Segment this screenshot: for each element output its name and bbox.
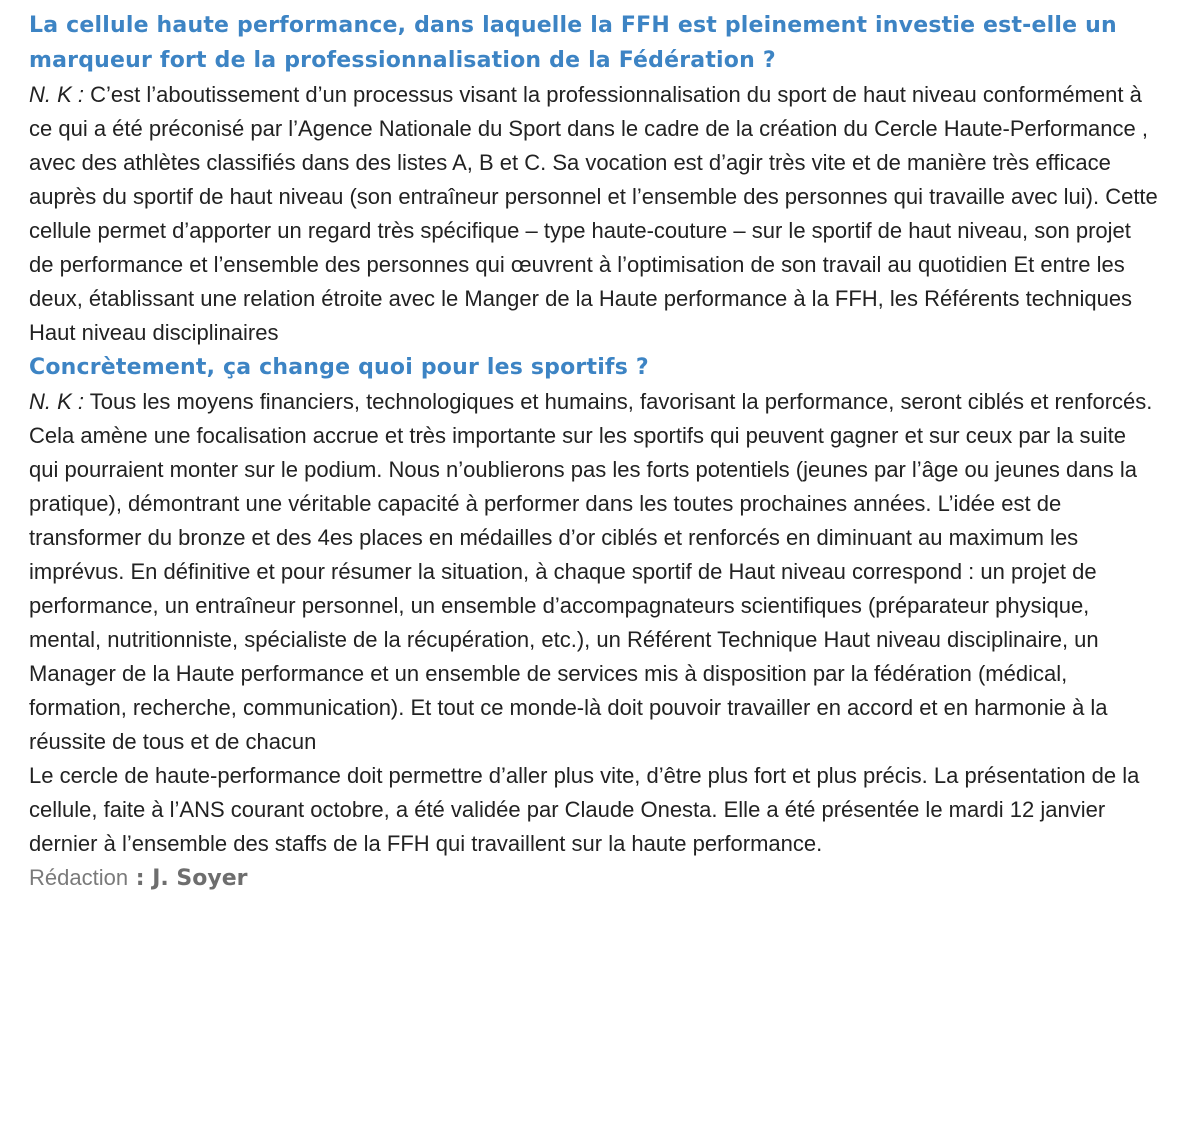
credit-author: J. Soyer: [152, 866, 248, 891]
answer-paragraph-1: [29, 78, 1160, 350]
answer-text: Tous les moyens financiers, technologiques et humains, favorisant la performance, seront ciblés et renforcés. Cela amène une focalisation accrue et très importante sur les sportifs qui peuvent gagner et sur ceux par la suite qui pourraient monter sur le podium. Nous n’oublierons pas les forts potentiels (jeunes par l’âge ou jeunes dans la pratique), démontrant une véritable capacité à performer dans les toutes prochaines années. L’idée est de transformer du bronze et des 4es places en médailles d’or ciblés et renforcés en diminuant au maximum les imprévus. En définitive et pour résumer la situation, à chaque sportif de Haut niveau correspond : un projet de performance, un entraîneur personnel, un ensemble d’accompagnateurs scientifiques (préparateur physique, mental, nutritionniste, spécialiste de la récupération, etc.), un Référent Technique Haut niveau disciplinaire, un Manager de la Haute performance et un ensemble de services mis à disposition par la fédération (médical, formation, recherche, communication). Et tout ce monde-là doit pouvoir travailler en accord et en harmonie à la réussite de tous et de chacun: [29, 389, 1153, 754]
answer-text: C’est l’aboutissement d’un processus visant la professionnalisation du sport de haut niveau conformément à ce qui a été préconisé par l’Agence Nationale du Sport dans le cadre de la création du Cercle Haute-Performance , avec des athlètes classifiés dans des listes A, B et C. Sa vocation est d’agir très vite et de manière très efficace auprès du sportif de haut niveau (son entraîneur personnel et l’ensemble des personnes qui travaille avec lui). Cette cellule permet d’apporter un regard très spécifique – type haute-couture – sur le sportif de haut niveau, son projet de performance et l’ensemble des personnes qui œuvrent à l’optimisation de son travail au quotidien Et entre les deux, établissant une relation étroite avec le Manger de la Haute performance à la FFH, les Référents techniques Haut niveau disciplinaires: [29, 82, 1158, 345]
closing-paragraph: Le cercle de haute-performance doit permettre d’aller plus vite, d’être plus fort et plus précis. La présentation de la cellule, faite à l’ANS courant octobre, a été validée par Claude Onesta. Elle a été présentée le mardi 12 janvier dernier à l’ensemble des staffs de la FFH qui travaillent sur la haute performance.: [29, 763, 1140, 856]
author-credit: [29, 861, 1160, 896]
speaker-label: N. K :: [29, 82, 85, 107]
answer-paragraph-2: [29, 385, 1160, 759]
question-heading-2: Concrètement, ça change quoi pour les sportifs ?: [29, 355, 649, 380]
credit-label: Rédaction: [29, 865, 129, 890]
credit-separator: :: [128, 866, 153, 891]
speaker-label: N. K :: [29, 389, 85, 414]
question-heading-1: La cellule haute performance, dans laquelle la FFH est pleinement investie est-elle un marqueur fort de la professionnalisation de la Fédération ?: [29, 13, 1117, 73]
